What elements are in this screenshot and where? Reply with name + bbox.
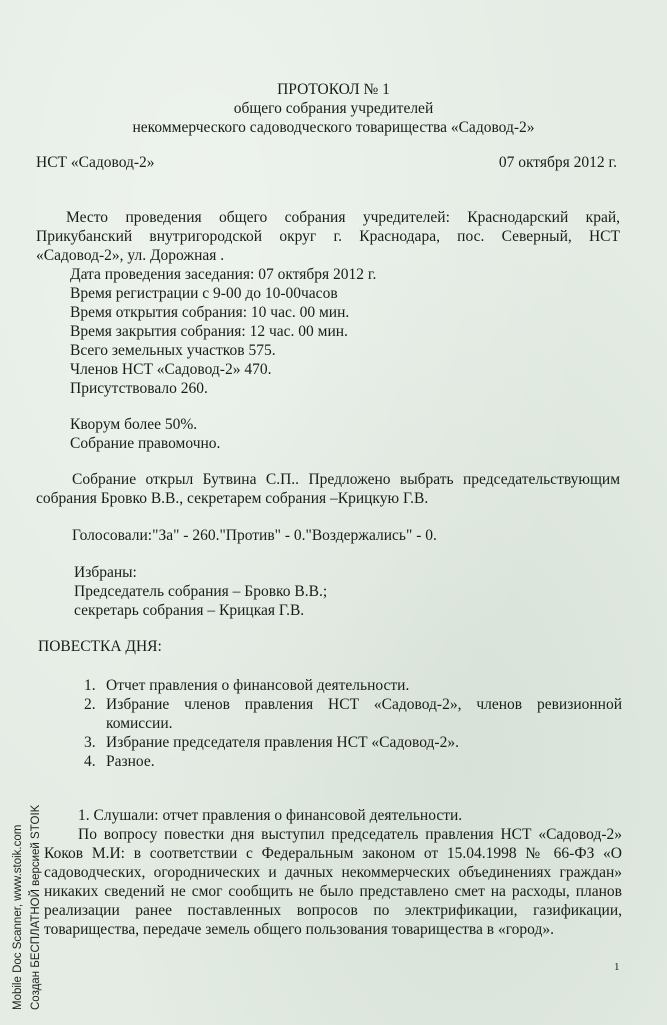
detail-date: Дата проведения заседания: 07 октября 2012 г. [70,266,377,283]
valid-meeting-line: Собрание правомочно. [70,435,221,452]
heard-line-7: товарищества, передаче земель общего пользования товарищества в «город». [44,921,554,938]
detail-present: Присутствовало 260. [70,380,208,397]
document-title: ПРОТОКОЛ № 1 [277,81,390,98]
quorum-line: Кворум более 50%. [70,416,198,433]
agenda-item-2-cont: комиссии. [106,715,173,732]
watermark-line-1: Создан БЕСПЛАТНОЙ версией STOIK [30,804,42,1010]
watermark-line-2: Mobile Doc Scanner, www.stoik.com [12,824,24,1010]
heard-line-4: садоводческих, огороднических и дачных некоммерческих объединениях граждан» [44,864,622,881]
agenda-item-4-text: Разное. [106,753,155,770]
heard-line-1: 1. Слушали: отчет правления о финансовой деятельности. [78,807,463,824]
vote-result: Голосовали:"За" - 260."Против" - 0."Воздержались" - 0. [72,527,437,544]
detail-members: Членов НСТ «Садовод-2» 470. [70,361,272,378]
opening-line-2: собрания Бровко В.В., секретарем собрания –Крицкую Г.В. [36,490,429,507]
heard-line-5: никаких сведений не смог сообщить не было представлено смет на расходы, планов [44,883,622,900]
detail-closing-time: Время закрытия собрания: 12 час. 00 мин. [70,323,348,340]
place-line-3: «Садовод-2», ул. Дорожная . [36,247,225,264]
document-subtitle-2: некоммерческого садоводческого товарищества «Садовод-2» [132,119,535,136]
agenda-heading: ПОВЕСТКА ДНЯ: [38,638,162,655]
opening-line-1: Собрание открыл Бутвина С.П.. Предложено выбрать председательствующим [72,471,620,488]
agenda-item-4-num: 4. [84,753,96,770]
elected-heading: Избраны: [74,564,137,581]
agenda-item-2-text: Избрание членов правления НСТ «Садовод-2», членов ревизионной [106,696,622,713]
elected-chair: Председатель собрания – Бровко В.В.; [74,583,328,600]
agenda-item-1-text: Отчет правления о финансовой деятельности. [106,677,410,694]
agenda-item-2-num: 2. [84,696,96,713]
page-number: 1 [614,961,620,973]
elected-secretary: секретарь собрания – Крицкая Г.В. [74,602,305,619]
detail-opening-time: Время открытия собрания: 10 час. 00 мин. [70,304,350,321]
place-line-2: Прикубанский внутригородской округ г. Краснодара, пос. Северный, НСТ [36,228,620,245]
scanner-watermark [12,760,52,1010]
agenda-item-1-num: 1. [84,677,96,694]
heard-line-2: По вопросу повестки дня выступил председатель правления НСТ «Садовод-2» [78,826,622,843]
agenda-item-3-text: Избрание председателя правления НСТ «Садовод-2». [106,734,459,751]
agenda-item-3-num: 3. [84,734,96,751]
document-subtitle-1: общего собрания учредителей [233,100,434,117]
document-date: 07 октября 2012 г. [498,154,617,171]
heard-line-6: реализации ранее поставленных вопросов по электрификации, газификации, [44,902,622,919]
organization-name: НСТ «Садовод-2» [36,154,155,171]
detail-land-plots: Всего земельных участков 575. [70,342,276,359]
place-line-1: Место проведения общего собрания учредителей: Краснодарский край, [66,209,620,226]
detail-registration: Время регистрации с 9-00 до 10-00часов [70,285,338,302]
heard-line-3: Коков М.И: в соответствии с Федеральным законом от 15.04.1998 № 66-ФЗ «О [44,845,622,862]
